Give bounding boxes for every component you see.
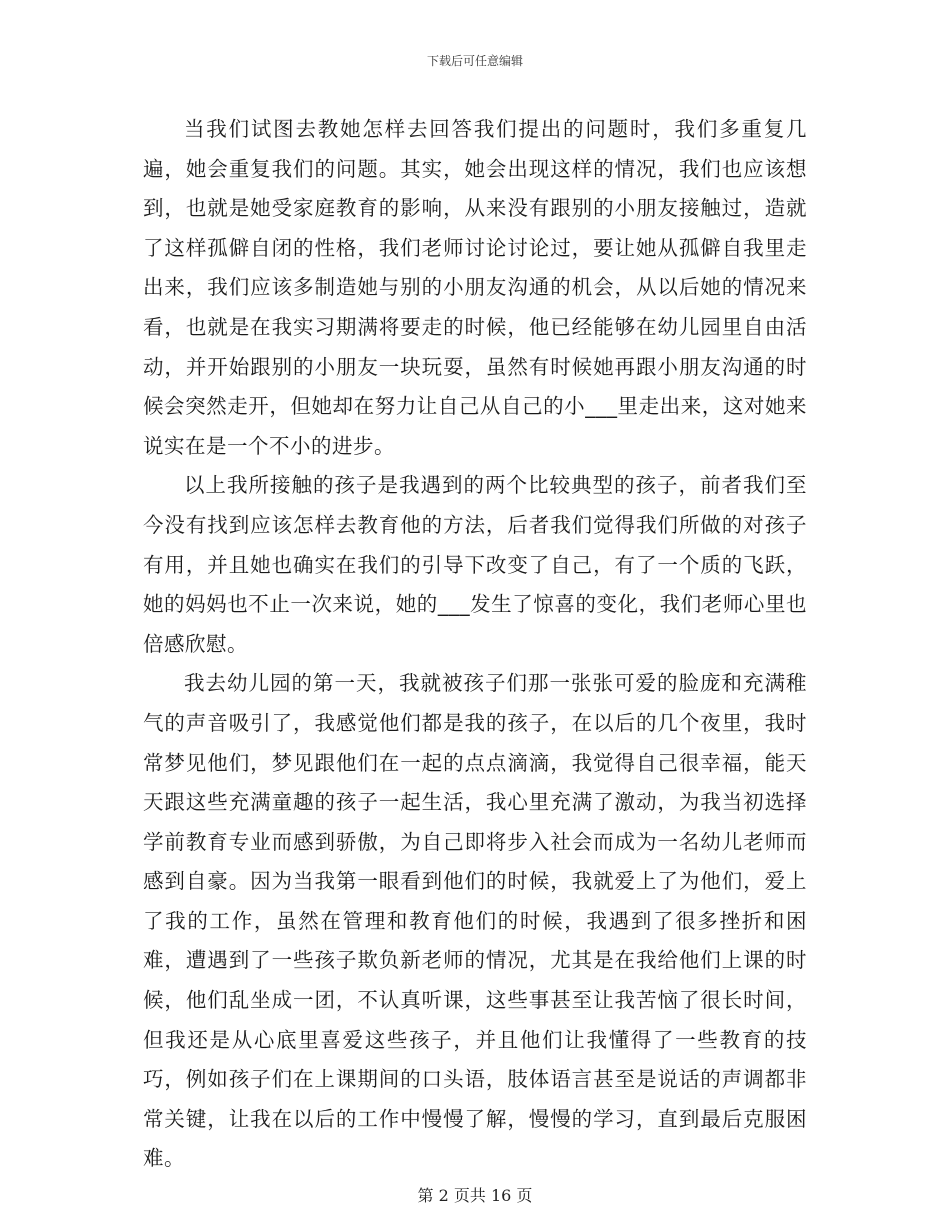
paragraph-2: 以上我所接触的孩子是我遇到的两个比较典型的孩子，前者我们至今没有找到应该怎样去教育他的方法，后者我们觉得我们所做的对孩子有用，并且她也确实在我们的引导下改变了自己，有了一个质的飞跃，她的妈妈也不止一次来说，她的___发生了惊喜的变化，我们老师心里也倍感欣慰。 bbox=[143, 473, 807, 656]
page-header: 下载后可任意编辑 bbox=[426, 54, 523, 68]
paragraph-3: 我去幼儿园的第一天，我就被孩子们那一张张可爱的脸庞和充满稚气的声音吸引了，我感觉他们都是我的孩子，在以后的几个夜里，我时常梦见他们，梦见跟他们在一起的点点滴滴，我觉得自己很幸福，能天天跟这些充满童趣的孩子一起生活，我心里充满了激动，为我当初选择学前教育专业而感到骄傲，为自己即将步入社会而成为一名幼儿老师而感到自豪。因为当我第一眼看到他们的时候，我就爱上了为他们，爱上了我的工作，虽然在管理和教育他们的时候，我遇到了很多挫折和困难，遭遇到了一些孩子欺负新老师的情况，尤其是在我给他们上课的时候，他们乱坐成一团，不认真听课，这些事甚至让我苦恼了很长时间，但我还是从心底里喜爱这些孩子，并且他们让我懂得了一些教育的技巧，例如孩子们在上课期间的口头语，肢体语言甚至是说话的声调都非常关键，让我在以后的工作中慢慢了解，慢慢的学习，直到最后克服困难。 bbox=[143, 671, 807, 1171]
page-footer: 第 2 页共 16 页 bbox=[417, 1186, 533, 1205]
paragraph-1: 当我们试图去教她怎样去回答我们提出的问题时，我们多重复几遍，她会重复我们的问题。其实，她会出现这样的情况，我们也应该想到，也就是她受家庭教育的影响，从来没有跟别的小朋友接触过，造就了这样孤僻自闭的性格，我们老师讨论讨论过，要让她从孤僻自我里走出来，我们应该多制造她与别的小朋友沟通的机会，从以后她的情况来看，也就是在我实习期满将要走的时候，他已经能够在幼儿园里自由活动，并开始跟别的小朋友一块玩耍，虽然有时候她再跟小朋友沟通的时候会突然走开，但她却在努力让自己从自己的小___里走出来，这对她来说实在是一个不小的进步。 bbox=[143, 117, 807, 458]
document-body bbox=[143, 110, 807, 1179]
